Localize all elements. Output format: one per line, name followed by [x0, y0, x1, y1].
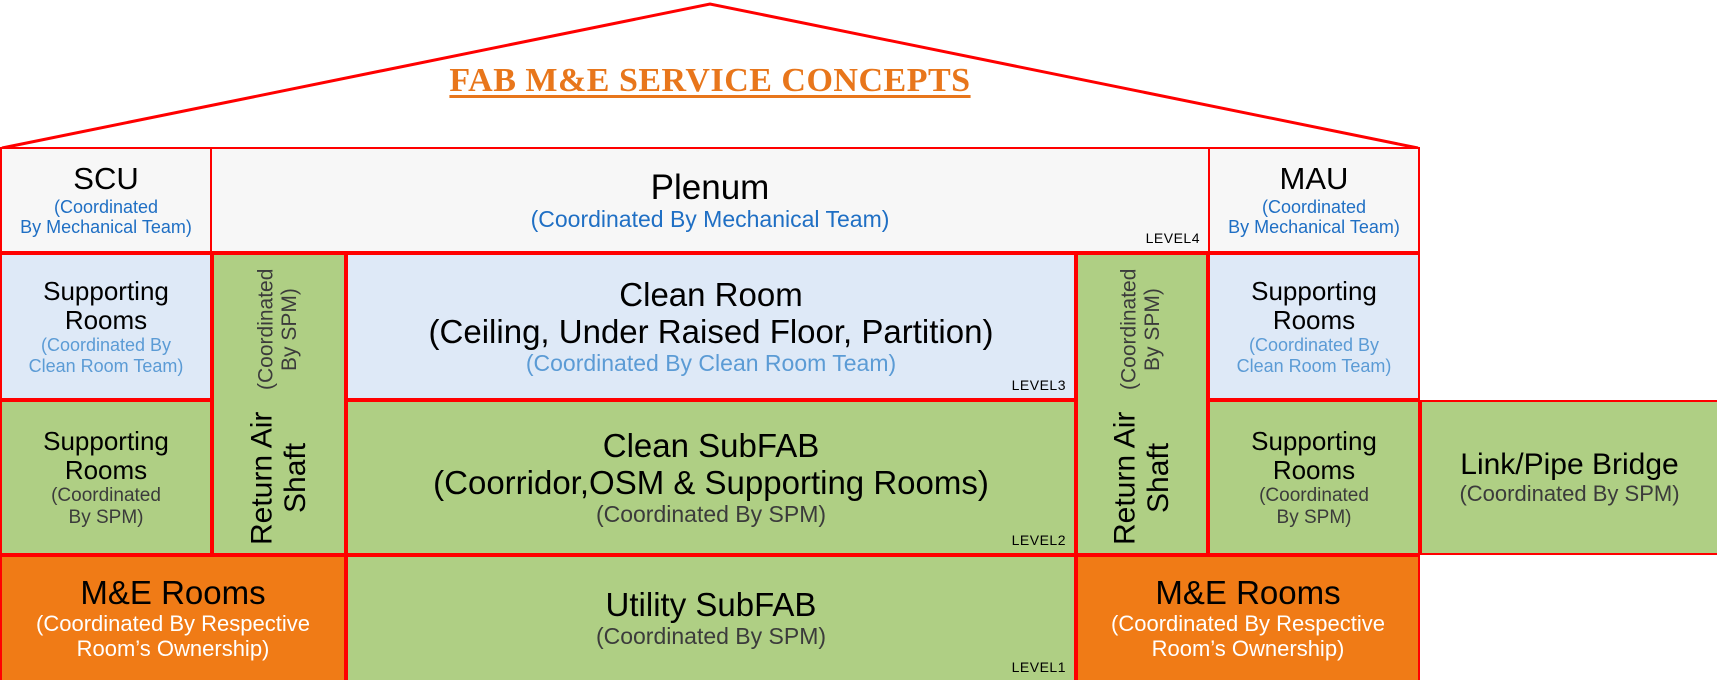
- me-right-label: M&E Rooms: [1155, 574, 1341, 612]
- scu-sub-line2: By Mechanical Team): [20, 217, 192, 238]
- ras-left-label: Return Air Shaft: [245, 411, 312, 545]
- clean-room-level-label: LEVEL3: [1011, 377, 1066, 394]
- block-me-rooms-right[interactable]: [1076, 555, 1420, 680]
- mau-sub-line1: (Coordinated: [1261, 197, 1367, 218]
- plenum-level-label: LEVEL4: [1145, 230, 1200, 247]
- supp-right-top-sub-line2: Clean Room Team): [1236, 355, 1392, 376]
- clean-room-sub: (Coordinated By Clean Room Team): [525, 349, 897, 376]
- ras-right-label: Return Air Shaft: [1108, 411, 1175, 545]
- clean-subfab-label: Clean SubFAB: [602, 426, 820, 464]
- supp-right-bot-line1: Supporting: [1251, 426, 1377, 457]
- me-left-sub-line1: (Coordinated By Respective: [36, 611, 310, 637]
- supp-left-top-line2: Rooms: [64, 305, 148, 336]
- supp-right-top-sub-line1: (Coordinated By: [1248, 335, 1380, 356]
- plenum-label: Plenum: [650, 167, 770, 207]
- supp-right-bot-sub-line1: (Coordinated: [1259, 485, 1369, 507]
- block-clean-room[interactable]: [346, 253, 1076, 400]
- utility-subfab-label: Utility SubFAB: [605, 586, 817, 624]
- supp-left-top-line1: Supporting: [43, 276, 169, 307]
- clean-room-detail: (Ceiling, Under Raised Floor, Partition): [428, 312, 994, 350]
- link-bridge-sub: (Coordinated By SPM): [1459, 480, 1680, 506]
- me-right-sub-line2: Room’s Ownership): [1151, 635, 1345, 661]
- clean-subfab-sub: (Coordinated By SPM): [595, 500, 827, 527]
- block-utility-subfab[interactable]: [346, 555, 1076, 680]
- supp-left-bot-sub-line2: By SPM): [68, 506, 144, 528]
- supp-right-bot-sub-line2: By SPM): [1276, 506, 1352, 528]
- supp-left-bot-line2: Rooms: [64, 455, 148, 486]
- mau-label: MAU: [1279, 161, 1349, 197]
- me-left-label: M&E Rooms: [80, 574, 266, 612]
- supp-right-top-line1: Supporting: [1251, 276, 1377, 307]
- link-bridge-label: Link/Pipe Bridge: [1460, 448, 1679, 482]
- scu-sub-line1: (Coordinated: [53, 197, 159, 218]
- block-clean-subfab[interactable]: [346, 400, 1076, 555]
- block-return-air-shaft-right[interactable]: [1076, 253, 1208, 555]
- utility-subfab-level-label: LEVEL1: [1011, 659, 1066, 676]
- me-right-sub-line1: (Coordinated By Respective: [1111, 611, 1385, 637]
- supp-left-bot-sub-line1: (Coordinated: [51, 485, 161, 507]
- block-supporting-rooms-right-bottom[interactable]: [1208, 400, 1420, 555]
- clean-subfab-level-label: LEVEL2: [1011, 532, 1066, 549]
- supp-right-bot-line2: Rooms: [1272, 455, 1356, 486]
- block-supporting-rooms-right-top[interactable]: [1208, 253, 1420, 400]
- block-supporting-rooms-left-bottom[interactable]: [0, 400, 212, 555]
- clean-subfab-detail: (Coorridor,OSM & Supporting Rooms): [433, 463, 989, 501]
- block-me-rooms-left[interactable]: [0, 555, 346, 680]
- block-mau[interactable]: [1208, 147, 1420, 253]
- mau-sub-line2: By Mechanical Team): [1228, 217, 1400, 238]
- supp-left-top-sub-line1: (Coordinated By: [40, 335, 172, 356]
- supp-left-top-sub-line2: Clean Room Team): [28, 355, 184, 376]
- ras-right-sub: (Coordinated By SPM): [1117, 268, 1164, 390]
- utility-subfab-sub: (Coordinated By SPM): [595, 623, 827, 650]
- supp-right-top-line2: Rooms: [1272, 305, 1356, 336]
- clean-room-label: Clean Room: [619, 275, 803, 313]
- block-link-pipe-bridge[interactable]: [1420, 400, 1717, 555]
- scu-label: SCU: [73, 161, 139, 197]
- block-supporting-rooms-left-top[interactable]: [0, 253, 212, 400]
- block-scu[interactable]: [0, 147, 212, 253]
- plenum-sub: (Coordinated By Mechanical Team): [530, 205, 890, 232]
- block-plenum[interactable]: [212, 147, 1208, 253]
- block-return-air-shaft-left[interactable]: [212, 253, 346, 555]
- page-title: FAB M&E SERVICE CONCEPTS: [449, 62, 971, 99]
- supp-left-bot-line1: Supporting: [43, 426, 169, 457]
- me-left-sub-line2: Room’s Ownership): [76, 635, 270, 661]
- ras-left-sub: (Coordinated By SPM): [254, 268, 301, 390]
